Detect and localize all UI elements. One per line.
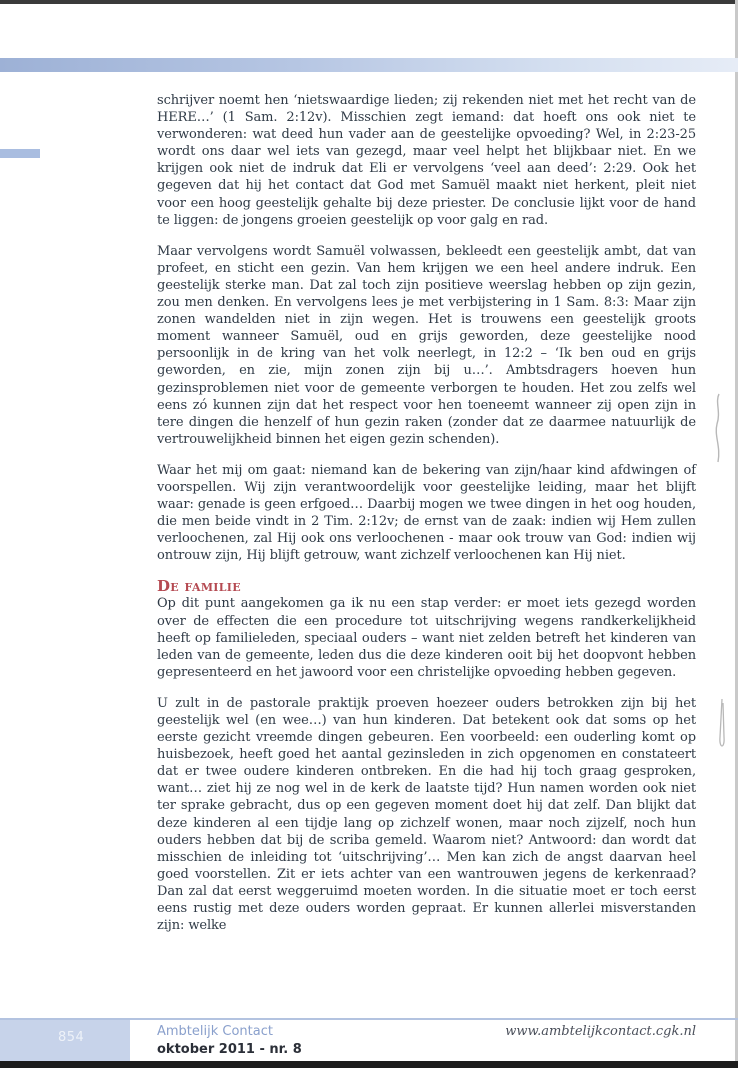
- paper-clip-icon: [712, 392, 726, 464]
- scan-border-top: [0, 0, 738, 4]
- magazine-title: Ambtelijk Contact: [157, 1024, 273, 1039]
- website-url: www.ambtelijkcontact.cgk.nl: [505, 1024, 696, 1039]
- paragraph: schrijver noemt hen ‘nietswaardige lieden; zij rekenden niet met het recht van de HERE…’ (1 Sam. 2:12v). Misschien zegt iemand: dat hoeft ons ook niet te verwonderen: wat deed hun vader aan de geestelijke opvoeding? Wel, in 2:23-25 wordt ons daar wel iets van gezegd, maar veel helpt het blijkbaar niet. En we krijgen ook niet de indruk dat Eli er vervolgens ‘veel aan deed’: 2:29. Ook het gegeven dat hij het contact dat God met Samuël maakt niet herkent, pleit niet voor een hoog geestelijk gehalte bij deze priester. De conclusie lijkt voor de hand te liggen: de jongens groeien geestelijk op voor galg en rad.: [157, 93, 696, 228]
- magazine-issue: oktober 2011 - nr. 8: [157, 1042, 302, 1057]
- paragraph: Maar vervolgens wordt Samuël volwassen, bekleedt een geestelijk ambt, dat van profeet, en sticht een gezin. Van hem krijgen we een heel andere indruk. Een geestelijk sterke man. Dat zal toch zijn positieve weerslag hebben op zijn gezin, zou men denken. En vervolgens lees je met verbijstering in 1 Sam. 8:3: Maar zijn zonen wandelden niet in zijn wegen. Het is trouwens een geestelijk groots moment wanneer Samuël, oud en grijs geworden, deze geestelijke nood persoonlijk in de kring van het volk neerlegt, in 12:2 – ‘Ik ben oud en grijs geworden, en zie, mijn zonen zijn bij u…’. Ambtsdragers hoeven hun gezinsproblemen niet voor de gemeente verborgen te houden. Het zou zelfs wel eens zó kunnen zijn dat het respect voor hen toeneemt wanneer zij open zijn in tere dingen die henzelf of hun gezin raken (zonder dat ze daarmee natuurlijk de vertrouwelijkheid binnen het eigen gezin schenden).: [157, 243, 696, 447]
- scan-border-bottom: [0, 1061, 738, 1068]
- header-color-band: [0, 58, 738, 72]
- paragraph: Waar het mij om gaat: niemand kan de bekering van zijn/haar kind afdwingen of voorspellen. Wij zijn verantwoordelijk voor geestelijke leiding, maar het blijft waar: genade is geen erfgoed… Daarbij mogen we twee dingen in het oog houden, die men beide vindt in 2 Tim. 2:12v; de ernst van de zaak: indien wij Hem zullen verloochenen, zal Hij ook ons verloochenen - maar ook trouw van God: indien wij ontrouw zijn, Hij blijft getrouw, want zichzelf verloochenen kan Hij niet.: [157, 462, 696, 564]
- paragraph: U zult in de pastorale praktijk proeven hoezeer ouders betrokken zijn bij het geestelijk wel (en wee…) van hun kinderen. Dat betekent ook dat soms op het eerste gezicht vreemde dingen gebeuren. Een voorbeeld: een ouderling komt op huisbezoek, heeft goed het aantal gezinsleden in zich opgenomen en constateert dat er twee oudere kinderen ontbreken. En die had hij toch graag gesproken, want… ziet hij ze nog wel in de kerk de laatste tijd? Hun namen worden ook niet ter sprake gebracht, dus op een gegeven moment doet hij dat zelf. Dan blijkt dat deze kinderen al een tijdje lang op zichzelf wonen, maar noch zijzelf, noch hun ouders hebben dat bij de scriba gemeld. Waarom niet? Antwoord: dan wordt dat misschien de inleiding tot ‘uitschrijving’… Men kan zich de angst daarvan heel goed voorstellen. Zit er iets achter van een wantrouwen jegens de kerkenraad? Dan zal dat eerst weggeruimd moeten worden. In die situatie moet er toch eerst eens rustig met deze ouders worden gepraat. Er kunnen allerlei misverstanden zijn: welke: [157, 695, 696, 934]
- page-number: 854: [58, 1030, 85, 1045]
- article-body: [157, 92, 696, 948]
- side-marker-bar: [0, 149, 40, 158]
- paragraph: Op dit punt aangekomen ga ik nu een stap verder: er moet iets gezegd worden over de effecten die een procedure tot uitschrijving wegens randkerkelijkheid heeft op familieleden, speciaal ouders – want niet zelden betreft het kinderen van leden van de gemeente, leden dus die deze kinderen ooit bij het doopvont hebben gepresenteerd en het jawoord voor een christelijke opvoeding hebben gegeven.: [157, 596, 696, 680]
- section-heading: De familie: [157, 577, 241, 596]
- paper-clip-icon: [716, 697, 728, 771]
